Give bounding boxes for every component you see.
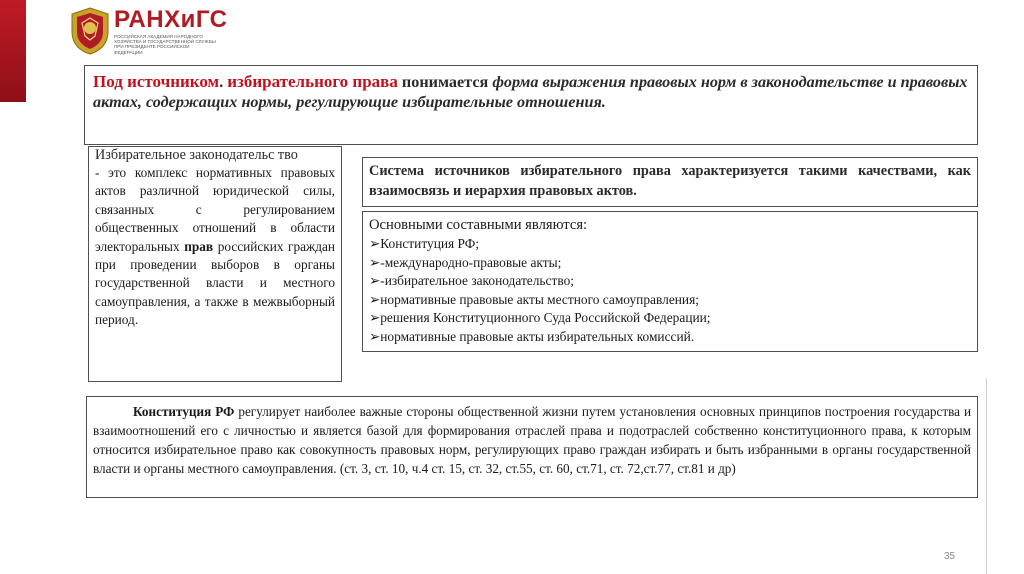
constitution-bold-term: Конституция РФ (133, 404, 235, 419)
list-item: ➢нормативные правовые акты местного самоуправления; (369, 291, 699, 307)
definition-box (84, 65, 978, 145)
constitution-text: регулирует наиболее важные стороны общественной жизни путем установления основных принципов построения государства и взаимоотношений его с личностью и является базой для формирования отраслей права и подотраслей собственно конституционного права, к которым относится избирательное право как совокупность правовых норм, регулирующих право граждан избирать и быть избранными в органы государственной власти и органы местного самоуправления. (ст. 3, ст. 10, ч.4 ст. 15, ст. 32, ст.55, ст. 60, ст.71, ст. 72,ст.77, ст.81 и др) (93, 404, 972, 476)
legislation-text-after: российских граждан при проведении выборов в органы государственной власти и местного самоуправления, а также в межвыборный период. (95, 238, 336, 328)
arrow-bullet-icon: ➢ (369, 328, 381, 344)
system-text: Система источников избирательного права характеризуется такими качествами, как взаимосвязь и иерархия правовых актов. (369, 163, 971, 199)
list-item: ➢Конституция РФ; (369, 236, 480, 251)
arrow-bullet-icon: ➢ (369, 310, 381, 326)
legislation-text-before: - это комплекс нормативных правовых актов различной юридической силы, связанных с регулированием общественных отношений в области электоральных (95, 165, 335, 254)
arrow-bullet-icon: ➢ (369, 236, 381, 251)
legislation-text (95, 164, 335, 330)
logo-title: РАНХиГС (114, 6, 228, 33)
definition-verb: понимается (401, 73, 489, 91)
page-number: 35 (944, 551, 956, 562)
definition-red-term-1: Под источником (93, 72, 220, 91)
legislation-text-bold: прав (184, 238, 214, 254)
list-item: ➢решения Конституционного Суда Российской Федерации; (369, 310, 711, 326)
system-box (362, 157, 978, 207)
logo-subtitle: РОССИЙСКАЯ АКАДЕМИЯ НАРОДНОГО ХОЗЯЙСТВА И ГОСУДАРСТВЕННОЙ СЛУЖБЫ ПРИ ПРЕЗИДЕНТЕ РОССИЙСКОЙ ФЕДЕРАЦИИ (114, 34, 216, 55)
definition-dot: . (219, 73, 224, 91)
legislation-box (88, 146, 342, 382)
list-item: ➢-международно-правовые акты; (369, 254, 562, 270)
components-title: Основными составными являются: (369, 217, 588, 233)
list-item: ➢нормативные правовые акты избирательных комиссий. (369, 328, 695, 344)
ranepa-emblem-icon (68, 6, 112, 56)
constitution-box (86, 396, 978, 498)
arrow-bullet-icon: ➢ (369, 254, 381, 270)
red-accent-bar (0, 0, 26, 102)
definition-red-term-2: избирательного права (227, 72, 398, 91)
components-box (362, 211, 978, 352)
arrow-bullet-icon: ➢ (369, 273, 381, 289)
legislation-title: Избирательное законодательс тво (95, 147, 298, 163)
arrow-bullet-icon: ➢ (369, 291, 381, 307)
list-item: ➢-избирательное законодательство; (369, 273, 574, 289)
definition-text: форма выражения правовых норм в законодательстве и правовых актах, содержащих нормы, регулирующие избирательные отношения. (93, 73, 968, 111)
divider-line (986, 378, 987, 574)
